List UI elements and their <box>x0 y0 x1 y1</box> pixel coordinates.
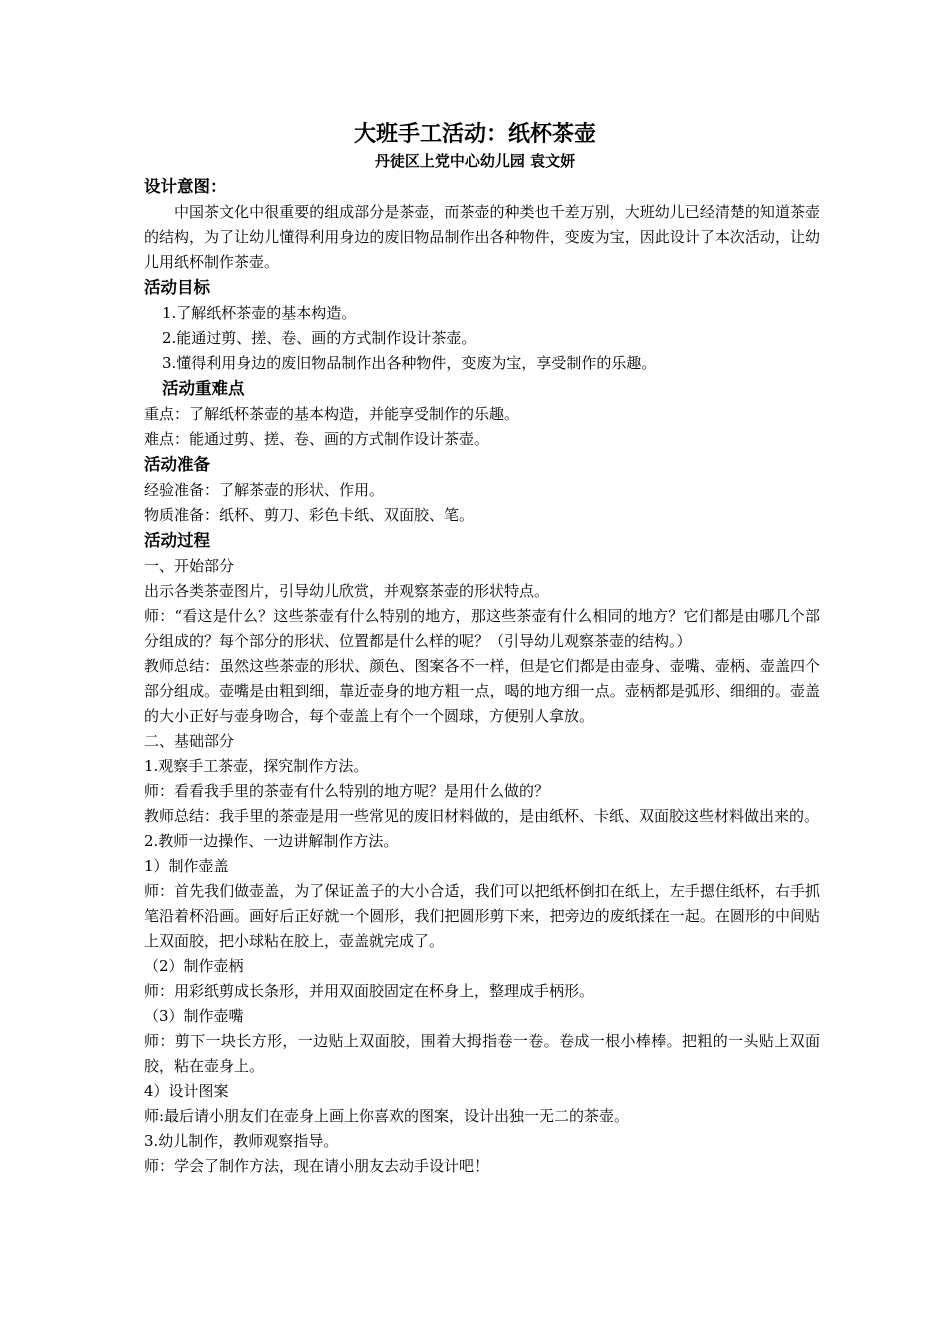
process-line: 二、基础部分 <box>144 732 235 750</box>
goal-item: 1.了解纸杯茶壶的基本构造。 <box>162 304 357 322</box>
process-line: 教师总结：虽然这些茶壶的形状、颜色、图案各不一样，但是它们都是由壶身、壶嘴、壶柄、壶盖四个部分组成。壶嘴是由粗到细，靠近壶身的地方粗一点，喝的地方细一点。壶柄都是弧形、细细的。壶盖的大小正好与壶身吻合，每个壶盖上有个一个圆球，方便别人拿放。 <box>144 657 820 725</box>
process-line: 2.教师一边操作、一边讲解制作方法。 <box>144 832 399 850</box>
goal-item: 2.能通过剪、搓、卷、画的方式制作设计茶壶。 <box>162 329 477 347</box>
process-line: （3）制作壶嘴 <box>144 1007 244 1025</box>
process-line: 4）设计图案 <box>144 1082 229 1100</box>
goals-heading: 活动目标 <box>144 278 210 297</box>
process-line: 师:最后请小朋友们在壶身上画上你喜欢的图案，设计出独一无二的茶壶。 <box>144 1107 630 1125</box>
key-points-heading: 活动重难点 <box>162 379 245 398</box>
document-title: 大班手工活动：纸杯茶壶 <box>353 122 596 147</box>
key-point-difficulty: 难点：能通过剪、搓、卷、画的方式制作设计茶壶。 <box>144 430 490 448</box>
process-line: 3.幼儿制作，教师观察指导。 <box>144 1132 339 1150</box>
process-line: 师：“看这是什么？这些茶壶有什么特别的地方，那这些茶壶有什么相同的地方？它们都是由哪几个部分组成的？每个部分的形状、位置都是什么样的呢？（引导幼儿观察茶壶的结构。） <box>144 607 820 650</box>
document-author: 丹徒区上党中心幼儿园 袁文妍 <box>374 152 576 170</box>
process-line: 一、开始部分 <box>144 557 235 575</box>
preparation-materials: 物质准备：纸杯、剪刀、彩色卡纸、双面胶、笔。 <box>144 506 475 524</box>
process-line: 1.观察手工茶壶，探究制作方法。 <box>144 757 369 775</box>
process-line: 出示各类茶壶图片，引导幼儿欣赏，并观察茶壶的形状特点。 <box>144 582 550 600</box>
key-point-focus: 重点：了解纸杯茶壶的基本构造，并能享受制作的乐趣。 <box>144 405 520 423</box>
preparation-experience: 经验准备：了解茶壶的形状、作用。 <box>144 481 385 499</box>
document-body <box>144 174 820 1179</box>
goal-item: 3.懂得利用身边的废旧物品制作出各种物件，变废为宝，享受制作的乐趣。 <box>162 354 657 372</box>
design-intent-heading: 设计意图： <box>144 177 227 196</box>
process-line: 师：看看我手里的茶壶有什么特别的地方呢？是用什么做的？ <box>144 782 550 800</box>
process-heading: 活动过程 <box>144 531 210 550</box>
process-line: 师：用彩纸剪成长条形，并用双面胶固定在杯身上，整理成手柄形。 <box>144 982 595 1000</box>
process-line: 师：剪下一块长方形，一边贴上双面胶，围着大拇指卷一卷。卷成一根小棒棒。把粗的一头贴上双面胶，粘在壶身上。 <box>144 1032 820 1075</box>
process-line: 1）制作壶盖 <box>144 857 229 875</box>
process-line: 师：学会了制作方法，现在请小朋友去动手设计吧！ <box>144 1157 490 1175</box>
process-line: 师：首先我们做壶盖，为了保证盖子的大小合适，我们可以把纸杯倒扣在纸上，左手摁住纸杯，右手抓笔沿着杯沿画。画好后正好就一个圆形，我们把圆形剪下来，把旁边的废纸揉在一起。在圆形的中间贴上双面胶，把小球粘在胶上，壶盖就完成了。 <box>144 882 820 950</box>
design-intent-text: 中国茶文化中很重要的组成部分是茶壶，而茶壶的种类也千差万别，大班幼儿已经清楚的知道茶壶的结构，为了让幼儿懂得利用身边的废旧物品制作出各种物件，变废为宝，因此设计了本次活动，让幼儿用纸杯制作茶壶。 <box>144 203 820 271</box>
process-line: （2）制作壶柄 <box>144 957 244 975</box>
preparation-heading: 活动准备 <box>144 455 210 474</box>
process-line: 教师总结：我手里的茶壶是用一些常见的废旧材料做的，是由纸杯、卡纸、双面胶这些材料做出来的。 <box>144 807 820 825</box>
